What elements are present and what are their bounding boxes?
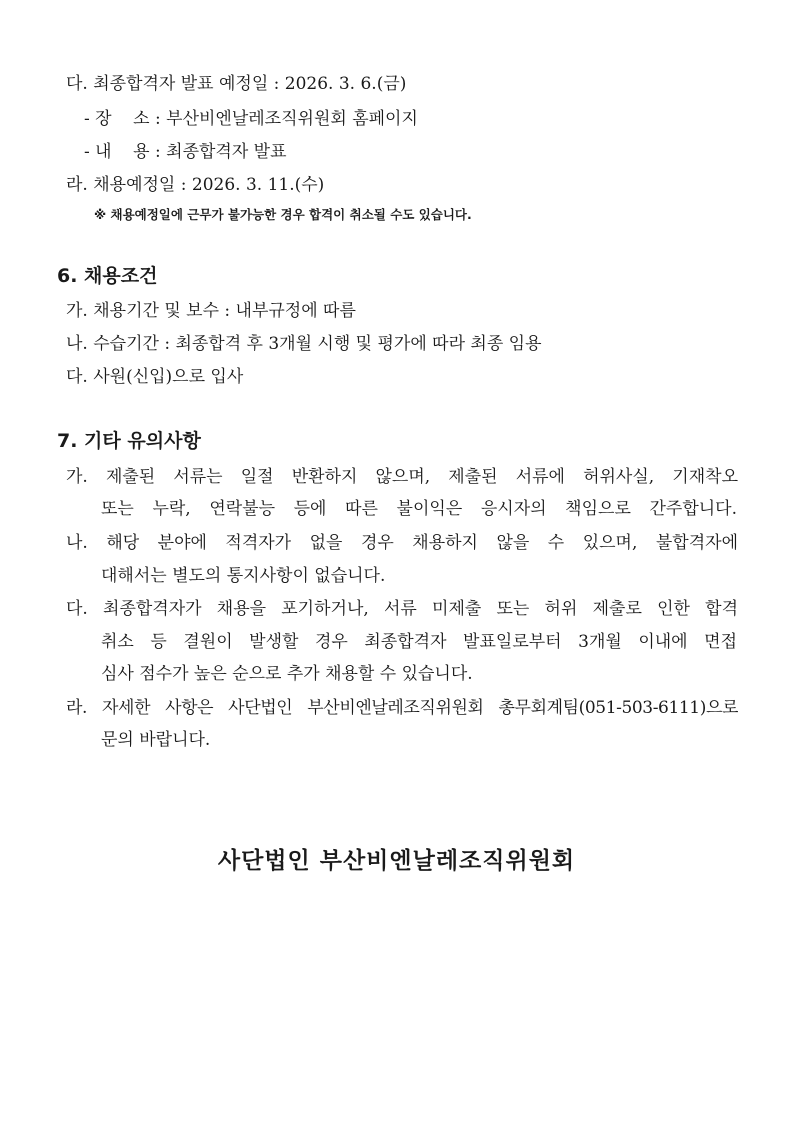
notice-item-da-line3: 심사 점수가 높은 순으로 추가 채용할 수 있습니다. (101, 664, 473, 684)
final-announcement-date: 다. 최종합격자 발표 예정일 : 2026. 3. 6.(금) (66, 74, 407, 94)
notice-item-na-line2: 대해서는 별도의 통지사항이 없습니다. (101, 566, 386, 586)
condition-item: 다. 사원(신입)으로 입사 (66, 367, 244, 387)
notice-item-da-line1: 다. 최종합격자가 채용을 포기하거나, 서류 미제출 또는 허위 제출로 인한 합격 (66, 599, 738, 619)
notice-item-ra-line1: 라. 자세한 사항은 사단법인 부산비엔날레조직위원회 총무회계팀(051-503-6111)으로 (66, 698, 738, 718)
notice-item-na-line1: 나. 해당 분야에 적격자가 없을 경우 채용하지 않을 수 있으며, 불합격자에 (66, 533, 738, 553)
organization-signature: 사단법인 부산비엔날레조직위원회 (217, 848, 576, 874)
condition-item: 가. 채용기간 및 보수 : 내부규정에 따름 (66, 301, 356, 321)
announcement-place: - 장 소 : 부산비엔날레조직위원회 홈페이지 (84, 109, 418, 129)
employment-date: 라. 채용예정일 : 2026. 3. 11.(수) (66, 175, 325, 195)
condition-item: 나. 수습기간 : 최종합격 후 3개월 시행 및 평가에 따라 최종 임용 (66, 334, 542, 354)
announcement-content: - 내 용 : 최종합격자 발표 (84, 142, 287, 162)
notice-item-da-line2: 취소 등 결원이 발생할 경우 최종합격자 발표일로부터 3개월 이내에 면접 (101, 632, 737, 652)
section-6-heading: 6. 채용조건 (57, 265, 158, 287)
notice-item-ra-line2: 문의 바랍니다. (101, 730, 211, 750)
notice-item-ga-line2: 또는 누락, 연락불능 등에 따른 불이익은 응시자의 책임으로 간주합니다. (101, 499, 737, 519)
cancellation-note: ※ 채용예정일에 근무가 불가능한 경우 합격이 취소될 수도 있습니다. (94, 207, 472, 222)
notice-item-ga-line1: 가. 제출된 서류는 일절 반환하지 않으며, 제출된 서류에 허위사실, 기재착오 (66, 467, 738, 487)
section-7-heading: 7. 기타 유의사항 (57, 430, 201, 452)
